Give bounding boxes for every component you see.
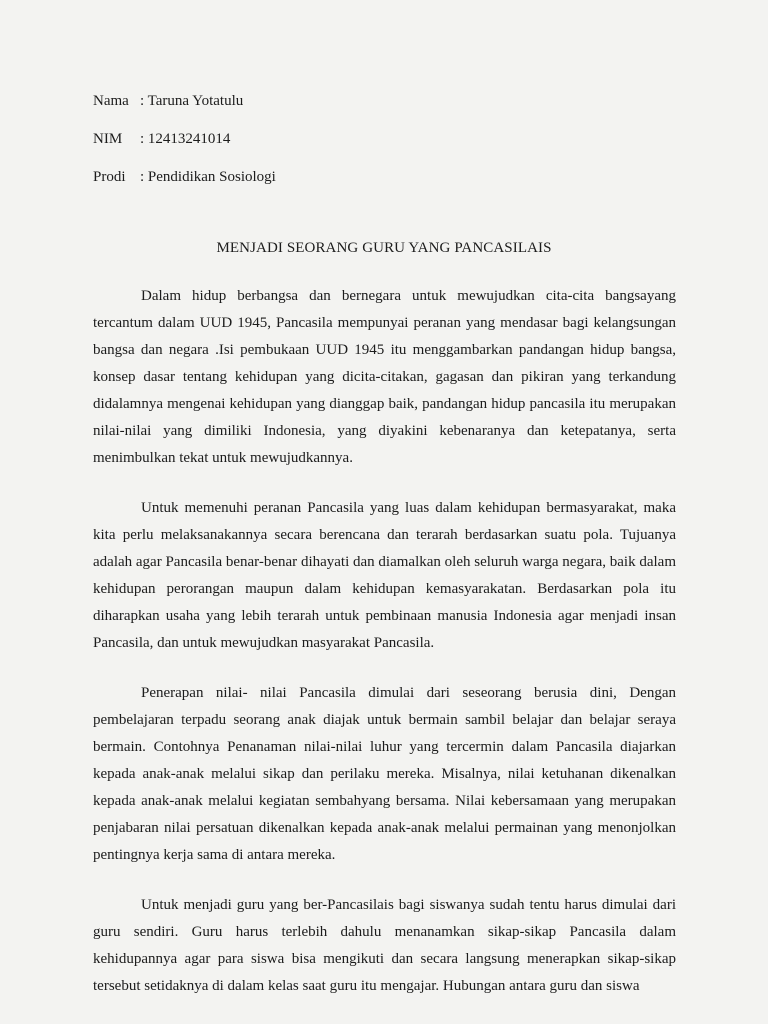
identity-row-prodi bbox=[93, 167, 276, 205]
paragraph-4: Untuk menjadi guru yang ber-Pancasilais bagi siswanya sudah tentu harus dimulai dari guru sendiri. Guru harus terlebih dahulu menanamkan sikap-sikap Pancasila dalam kehidupannya agar para siswa bisa mengikuti dan secara langsung menerapkan sikap-sikap tersebut setidaknya di dalam kelas saat guru itu mengajar. Hubungan antara guru dan siswa bbox=[93, 897, 676, 994]
document-title: MENJADI SEORANG GURU YANG PANCASILAIS bbox=[216, 240, 552, 256]
paragraph-1: Dalam hidup berbangsa dan bernegara untuk mewujudkan cita-cita bangsayang tercantum dalam UUD 1945, Pancasila mempunyai peranan yang mendasar bagi kelangsungan bangsa dan negara .Isi pembukaan UUD 1945 itu menggambarkan pandangan hidup bangsa, konsep dasar tentang kehidupan yang dicita-citakan, gagasan dan pikiran yang terkandung didalamnya mengenai kehidupan yang dianggap baik, pandangan hidup pancasila itu merupakan nilai-nilai yang dimiliki Indonesia, yang diyakini kebenaranya dan ketepatanya, serta menimbulkan tekat untuk mewujudkannya. bbox=[93, 288, 676, 466]
nim-value: : 12413241014 bbox=[140, 131, 231, 147]
prodi-value: : Pendidikan Sosiologi bbox=[140, 169, 276, 185]
nama-label: Nama bbox=[93, 93, 129, 109]
prodi-label: Prodi bbox=[93, 169, 126, 185]
paragraph-2: Untuk memenuhi peranan Pancasila yang luas dalam kehidupan bermasyarakat, maka kita perlu melaksanakannya secara berencana dan terarah berdasarkan suatu pola. Tujuanya adalah agar Pancasila benar-benar dihayati dan diamalkan oleh seluruh warga negara, baik dalam kehidupan perorangan maupun dalam kehidupan kemasyarakatan. Berdasarkan pola itu diharapkan usaha yang lebih terarah untuk pembinaan manusia Indonesia agar menjadi insan Pancasila, dan untuk mewujudkan masyarakat Pancasila. bbox=[93, 500, 676, 651]
identity-row-nim bbox=[93, 129, 276, 167]
identity-block bbox=[93, 91, 276, 205]
paragraph-3: Penerapan nilai- nilai Pancasila dimulai dari seseorang berusia dini, Dengan pembelajaran terpadu seorang anak diajak untuk bermain sambil belajar dan belajar seraya bermain. Contohnya Penanaman nilai-nilai luhur yang tercermin dalam Pancasila diajarkan kepada anak-anak melalui sikap dan perilaku mereka. Misalnya, nilai ketuhanan dikenalkan kepada anak-anak melalui kegiatan sembahyang bersama. Nilai kebersamaan yang merupakan penjabaran nilai persatuan dikenalkan kepada anak-anak melalui permainan yang menonjolkan pentingnya kerja sama di antara mereka. bbox=[93, 685, 676, 863]
nim-label: NIM bbox=[93, 131, 123, 147]
document-body bbox=[93, 283, 676, 1023]
nama-value: : Taruna Yotatulu bbox=[140, 93, 244, 109]
identity-row-nama bbox=[93, 91, 276, 129]
